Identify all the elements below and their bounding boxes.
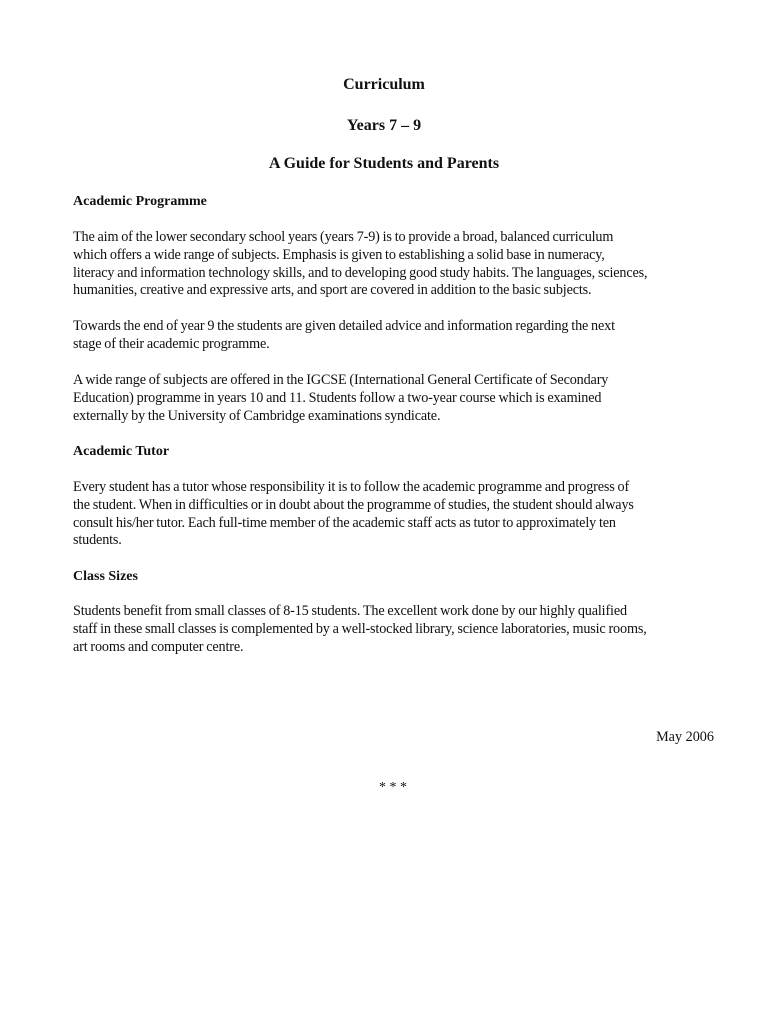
paragraph-line: which offers a wide range of subjects. Emphasis is given to establishing a solid base in numeracy, <box>73 246 605 263</box>
paragraph-line: The aim of the lower secondary school years (years 7-9) is to provide a broad, balanced curriculum <box>73 229 614 245</box>
document-date: May 2006 <box>656 729 714 745</box>
document-title: Curriculum <box>343 76 425 93</box>
paragraph-line: consult his/her tutor. Each full-time member of the academic staff acts as tutor to approximately ten <box>73 514 616 531</box>
paragraph-line: Every student has a tutor whose responsibility it is to follow the academic programme and progress of <box>73 479 630 495</box>
end-marker: * * * <box>379 780 407 795</box>
section-heading-class-sizes: Class Sizes <box>73 569 138 584</box>
paragraph-line: Students benefit from small classes of 8-15 students. The excellent work done by our highly qualified <box>73 603 627 619</box>
paragraph-class-sizes <box>73 603 718 656</box>
paragraph-line: the student. When in difficulties or in doubt about the programme of studies, the student should always <box>73 496 634 513</box>
paragraph-year9-advice <box>73 318 718 354</box>
section-heading-academic-tutor: Academic Tutor <box>73 444 170 459</box>
paragraph-igcse <box>73 372 718 425</box>
paragraph-line: Education) programme in years 10 and 11. Students follow a two-year course which is examined <box>73 389 602 406</box>
paragraph-line: Towards the end of year 9 the students are given detailed advice and information regarding the next <box>73 318 615 334</box>
paragraph-line: literacy and information technology skills, and to developing good study habits. The languages, sciences, <box>73 264 648 281</box>
paragraph-line: students. <box>73 532 122 549</box>
paragraph-line: art rooms and computer centre. <box>73 638 244 655</box>
section-heading-academic-programme: Academic Programme <box>73 194 207 209</box>
paragraph-line: stage of their academic programme. <box>73 335 270 352</box>
paragraph-line: humanities, creative and expressive arts, and sport are covered in addition to the basic subjects. <box>73 282 592 299</box>
paragraph-curriculum-aim <box>73 229 718 300</box>
paragraph-line: A wide range of subjects are offered in the IGCSE (International General Certificate of Secondary <box>73 372 609 388</box>
paragraph-line: staff in these small classes is complemented by a well-stocked library, science laboratories, music rooms, <box>73 620 647 637</box>
document-years: Years 7 – 9 <box>346 117 422 134</box>
paragraph-line: externally by the University of Cambridge examinations syndicate. <box>73 407 441 424</box>
paragraph-tutor <box>73 479 718 550</box>
document-subtitle: A Guide for Students and Parents <box>268 155 500 172</box>
